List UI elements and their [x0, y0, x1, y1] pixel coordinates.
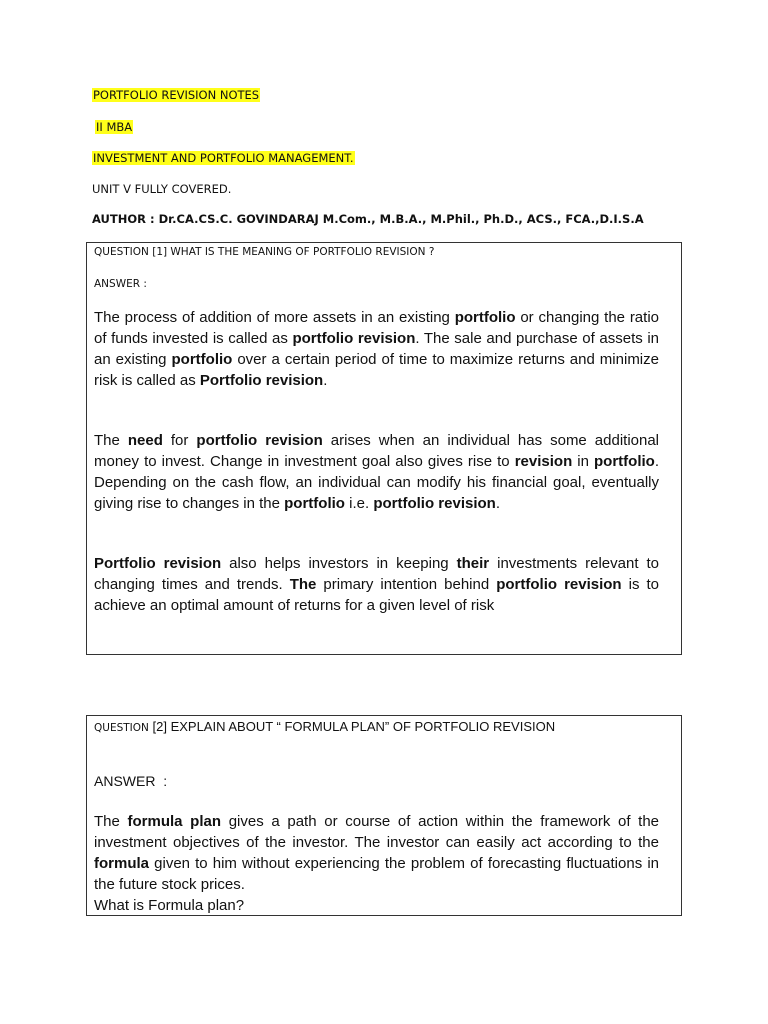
answer-1-paragraph-3: Portfolio revision also helps investors in keeping their investments relevant to changing times and trends. The primary intention behind portfolio revision is to achieve an optimal amount of returns for a given level of risk — [94, 555, 659, 614]
answer-1-paragraph-2: The need for portfolio revision arises when an individual has some additional money to invest. Change in investment goal also gives rise to revision in portfolio. Depending on the cash flow, an individual can modify his financial goal, eventually giving rise to changes in the portfolio i.e. portfolio revision. — [94, 432, 660, 512]
question-2-title: QUESTION [2] EXPLAIN ABOUT “ FORMULA PLAN” OF PORTFOLIO REVISION — [94, 719, 556, 734]
answer-2-paragraph-1: The formula plan gives a path or course of action within the framework of the investment objectives of the investor. The investor can easily act according to the formula given to him without experiencing the problem of forecasting fluctuations in the future stock prices. — [94, 813, 659, 893]
question-1-answer-label: ANSWER : — [94, 278, 147, 290]
question-1-box — [86, 242, 682, 655]
course-label: II MBA — [96, 120, 133, 134]
subject-label: INVESTMENT AND PORTFOLIO MANAGEMENT. — [93, 151, 354, 165]
answer-1-paragraph-1: The process of addition of more assets in an existing portfolio or changing the ratio of funds invested is called as portfolio revision. The sale and purchase of assets in an existing portfolio over a certain period of time to maximize returns and minimize risk is called as Portfolio revision. — [94, 309, 659, 389]
question-1-title: QUESTION [1] WHAT IS THE MEANING OF PORTFOLIO REVISION ? — [94, 246, 435, 258]
question-2-answer-label: ANSWER : — [94, 773, 168, 789]
answer-2-paragraph-2: What is Formula plan? — [94, 897, 245, 914]
author-line: AUTHOR : Dr.CA.CS.C. GOVINDARAJ M.Com., M.B.A., M.Phil., Ph.D., ACS., FCA.,D.I.S.A — [92, 212, 644, 226]
doc-title: PORTFOLIO REVISION NOTES — [93, 88, 260, 102]
unit-label: UNIT V FULLY COVERED. — [92, 182, 232, 196]
question-2-box — [86, 715, 682, 916]
